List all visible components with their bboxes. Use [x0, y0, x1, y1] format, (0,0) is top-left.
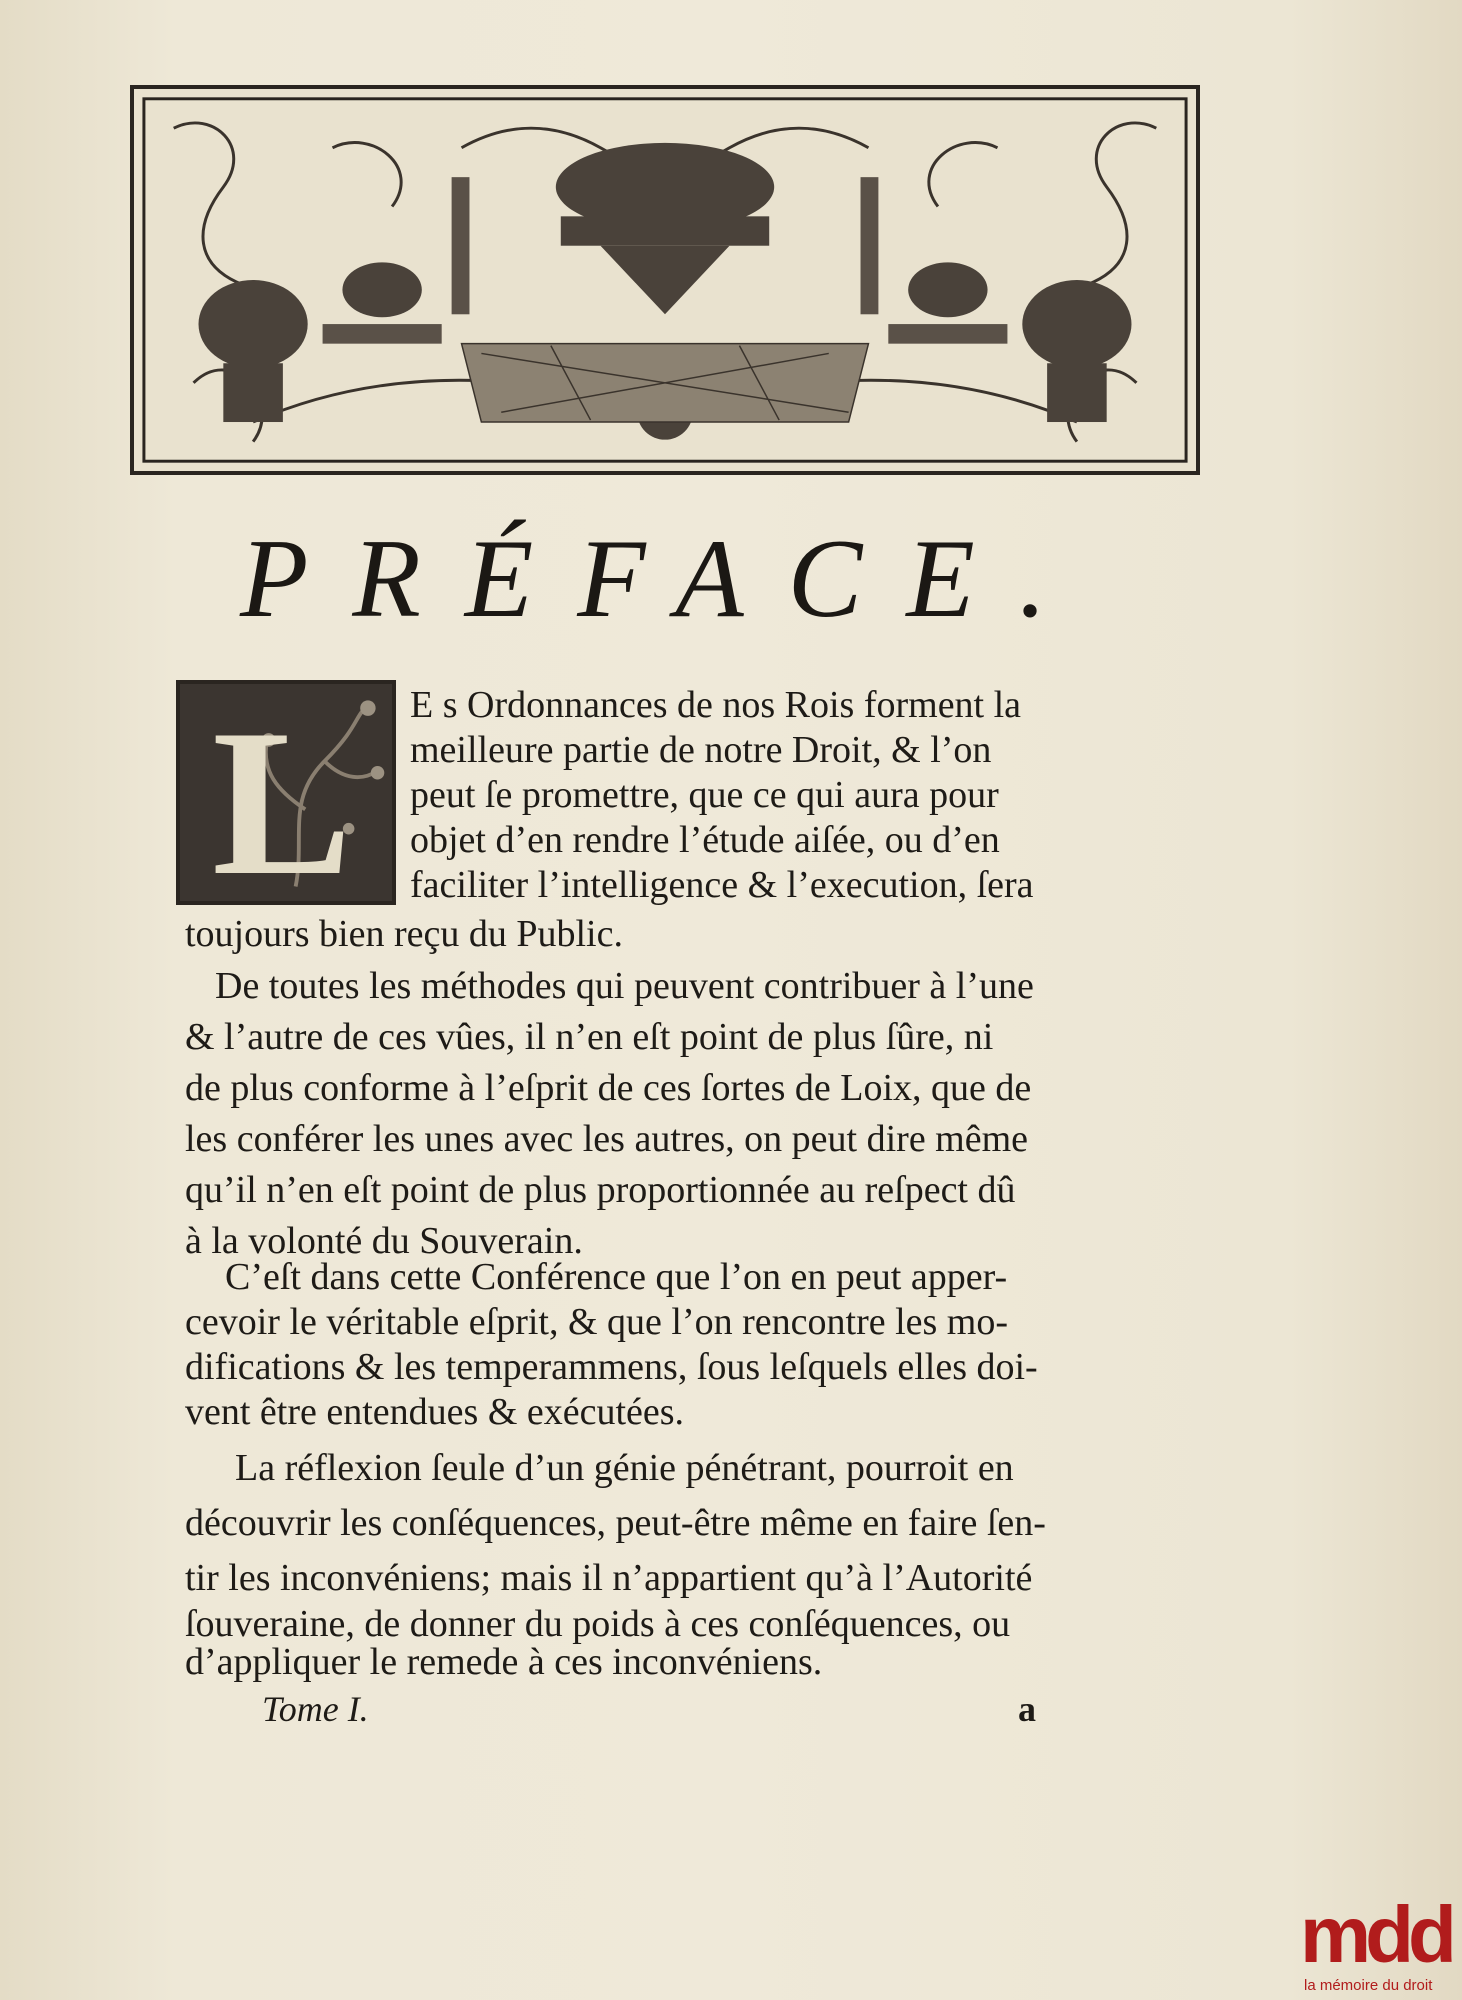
decorated-drop-cap — [176, 680, 396, 905]
text-line: faciliter l’intelligence & l’execution, ſera — [410, 864, 1034, 906]
text-line: La réflexion ſeule d’un génie pénétrant, pourroit en — [235, 1447, 1014, 1489]
page-title: PRÉFACE. — [240, 517, 1091, 641]
text-line: objet d’en rendre l’étude aiſée, ou d’en — [410, 819, 1000, 861]
text-line: De toutes les méthodes qui peuvent contribuer à l’une — [215, 965, 1034, 1007]
signature-mark: a — [1018, 1689, 1036, 1729]
logo-mark: mdd — [1300, 1890, 1451, 1979]
volume-label: Tome I. — [262, 1689, 369, 1729]
text-line: à la volonté du Souverain. — [185, 1220, 583, 1262]
text-line: vent être entendues & exécutées. — [185, 1391, 685, 1433]
text-line: C’eſt dans cette Conférence que l’on en peut apper- — [225, 1256, 1008, 1298]
text-line: tir les inconvéniens; mais il n’appartient qu’à l’Autorité — [185, 1557, 1033, 1599]
text-line: toujours bien reçu du Public. — [185, 913, 623, 955]
text-line: découvrir les conſéquences, peut-être même en faire ſen- — [185, 1502, 1046, 1544]
ornamental-headpiece — [130, 85, 1200, 475]
text-line: & l’autre de ces vûes, il n’en eſt point de plus ſûre, ni — [185, 1016, 994, 1058]
text-line: d’appliquer le remede à ces inconvéniens. — [185, 1641, 823, 1683]
text-line: peut ſe promettre, que ce qui aura pour — [410, 774, 999, 816]
library-logo — [1300, 1890, 1460, 2000]
text-line: cevoir le véritable eſprit, & que l’on rencontre les mo- — [185, 1301, 1009, 1343]
text-line: les conférer les unes avec les autres, on peut dire même — [185, 1118, 1029, 1160]
text-line: E s Ordonnances de nos Rois forment la — [410, 684, 1022, 726]
text-line: meilleure partie de notre Droit, & l’on — [410, 729, 992, 771]
text-line: de plus conforme à l’eſprit de ces ſortes de Loix, que de — [185, 1067, 1032, 1109]
text-line: qu’il n’en eſt point de plus proportionnée au reſpect dû — [185, 1169, 1016, 1211]
text-line: difications & les temperammens, ſous leſquels elles doi- — [185, 1346, 1038, 1388]
drop-cap-letter: L — [212, 687, 353, 905]
text-line: ſouveraine, de donner du poids à ces conſéquences, ou — [185, 1603, 1011, 1645]
logo-tagline: la mémoire du droit — [1304, 1977, 1433, 1994]
